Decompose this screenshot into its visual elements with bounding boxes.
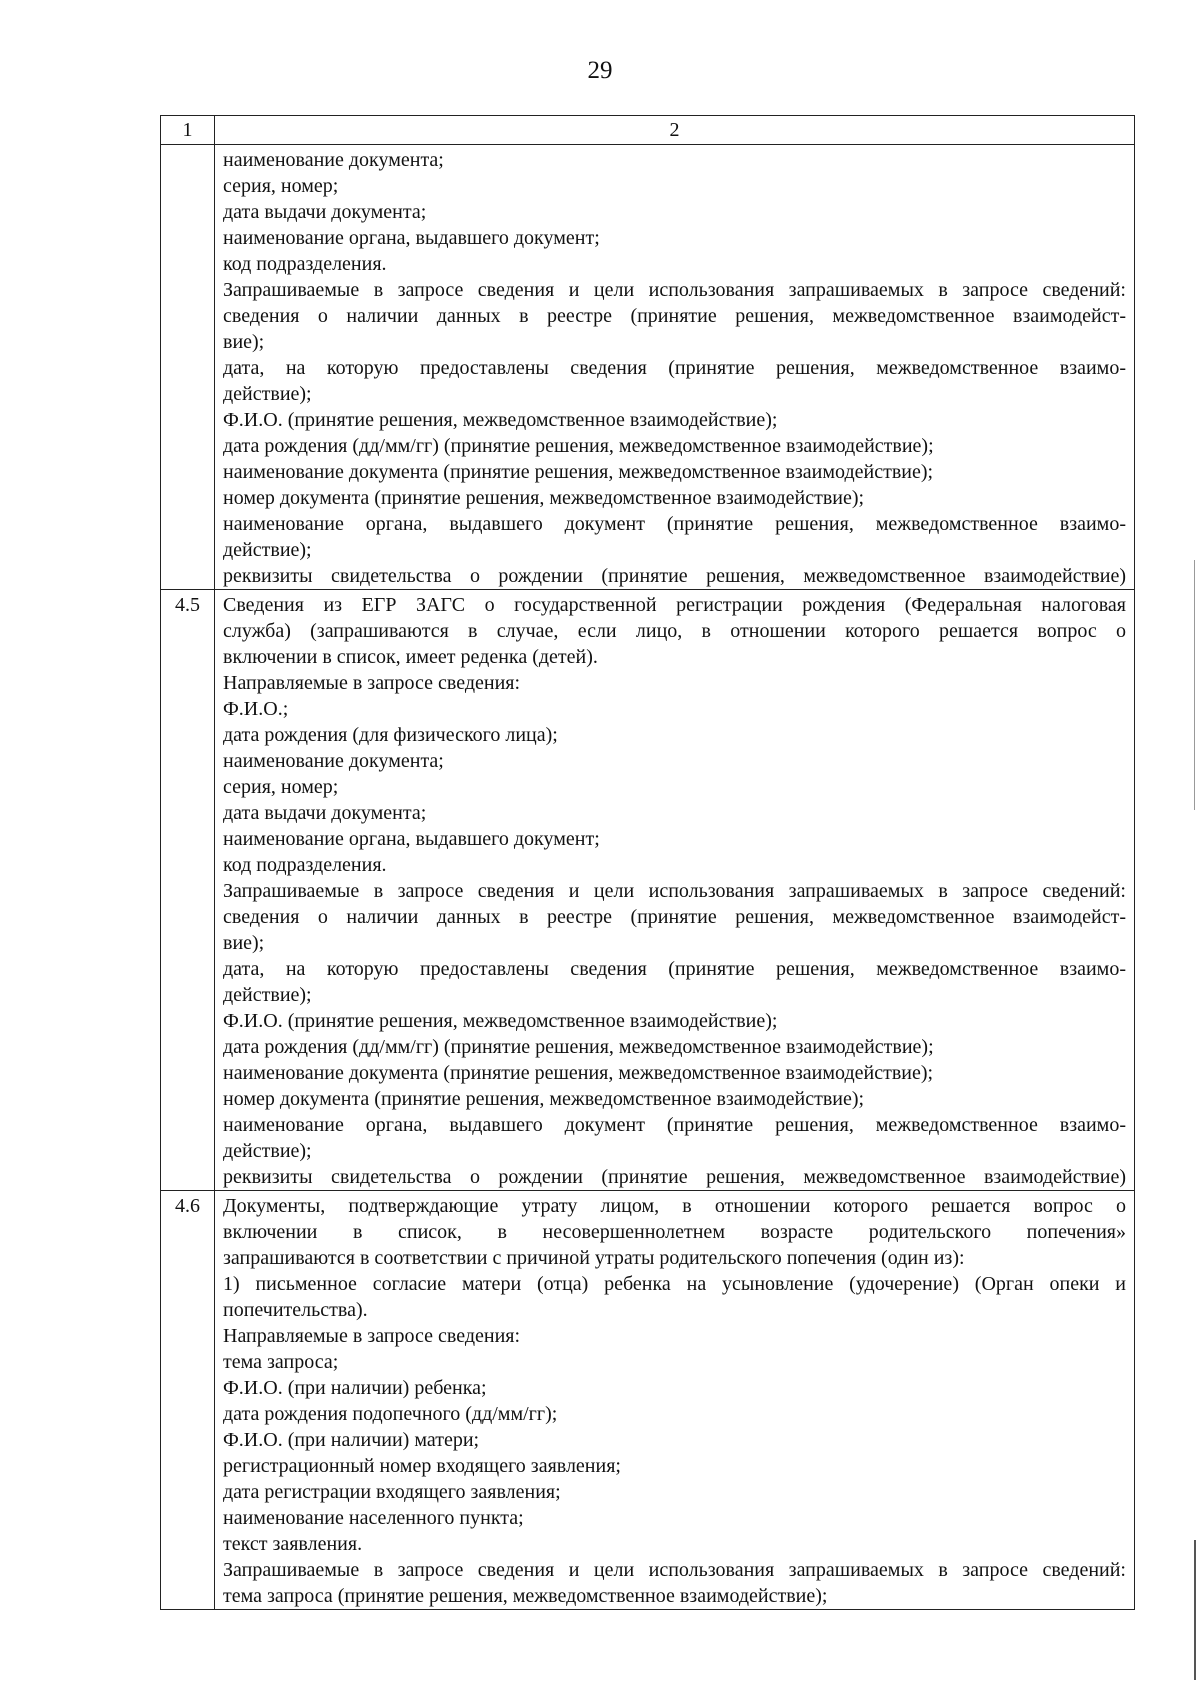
row-number — [161, 145, 214, 147]
text-line: дата регистрации входящего заявления; — [223, 1481, 561, 1503]
text-line: реквизиты свидетельства о рождении (принятие решения, межведомственное взаимодействие) — [223, 1166, 1126, 1188]
text-line: действие); — [223, 984, 312, 1006]
text-line: дата выдачи документа; — [223, 802, 427, 824]
table-row — [161, 145, 1135, 590]
text-line: Направляемые в запросе сведения: — [223, 1325, 521, 1347]
text-line: наименование документа (принятие решения, межведомственное взаимодействие); — [223, 461, 934, 483]
text-line: наименование органа, выдавшего документ (принятие решения, межведомственное взаимо- — [223, 1114, 1126, 1136]
text-line: сведения о наличии данных в реестре (принятие решения, межведомственное взаимодейст- — [223, 906, 1126, 928]
document-table — [160, 115, 1135, 1610]
text-line: код подразделения. — [223, 854, 387, 876]
text-line: служба) (запрашиваются в случае, если лицо, в отношении которого решается вопрос о — [223, 620, 1126, 642]
text-line: Запрашиваемые в запросе сведения и цели использования запрашиваемых в запросе сведений: — [223, 880, 1126, 902]
text-line: дата рождения подопечного (дд/мм/гг); — [223, 1403, 558, 1425]
text-line: Ф.И.О. (принятие решения, межведомственное взаимодействие); — [223, 409, 778, 431]
text-line: Сведения из ЕГР ЗАГС о государственной регистрации рождения (Федеральная налоговая — [223, 594, 1126, 616]
scan-edge-mark — [1194, 560, 1195, 810]
text-line: наименование населенного пункта; — [223, 1507, 524, 1529]
text-line: Запрашиваемые в запросе сведения и цели использования запрашиваемых в запросе сведений: — [223, 279, 1126, 301]
row-content — [215, 1191, 1134, 1609]
table-row — [161, 1191, 1135, 1610]
text-line: тема запроса; — [223, 1351, 339, 1373]
text-line: действие); — [223, 383, 312, 405]
text-line: регистрационный номер входящего заявления; — [223, 1455, 621, 1477]
text-line: код подразделения. — [223, 253, 387, 275]
page-number: 29 — [587, 57, 613, 84]
row-number: 4.5 — [175, 594, 200, 616]
text-line: наименование документа; — [223, 750, 444, 772]
text-line: вие); — [223, 331, 265, 353]
text-line: запрашиваются в соответствии с причиной утраты родительского попечения (один из): — [223, 1247, 965, 1269]
text-line: дата, на которую предоставлены сведения (принятие решения, межведомственное взаимо- — [223, 357, 1126, 379]
text-line: серия, номер; — [223, 776, 339, 798]
text-line: 1) письменное согласие матери (отца) ребенка на усыновление (удочерение) (Орган опеки и — [223, 1273, 1126, 1295]
table-header-row — [161, 116, 1135, 145]
text-line: Ф.И.О. (при наличии) ребенка; — [223, 1377, 487, 1399]
text-line: Запрашиваемые в запросе сведения и цели использования запрашиваемых в запросе сведений: — [223, 1559, 1126, 1581]
text-line: дата рождения (дд/мм/гг) (принятие решения, межведомственное взаимодействие); — [223, 1036, 934, 1058]
text-line: текст заявления. — [223, 1533, 363, 1555]
text-line: номер документа (принятие решения, межведомственное взаимодействие); — [223, 1088, 865, 1110]
text-line: наименование органа, выдавшего документ (принятие решения, межведомственное взаимо- — [223, 513, 1126, 535]
text-line: наименование органа, выдавшего документ; — [223, 227, 600, 249]
text-line: Документы, подтверждающие утрату лицом, в отношении которого решается вопрос о — [223, 1195, 1126, 1217]
column-header-2: 2 — [215, 116, 1135, 145]
row-content — [215, 590, 1134, 1190]
text-line: действие); — [223, 1140, 312, 1162]
text-line: наименование органа, выдавшего документ; — [223, 828, 600, 850]
column-header-1: 1 — [161, 116, 215, 145]
text-line: дата выдачи документа; — [223, 201, 427, 223]
scan-edge-mark — [1194, 1540, 1196, 1680]
row-content — [215, 145, 1134, 589]
text-line: дата, на которую предоставлены сведения (принятие решения, межведомственное взаимо- — [223, 958, 1126, 980]
text-line: дата рождения (дд/мм/гг) (принятие решения, межведомственное взаимодействие); — [223, 435, 934, 457]
text-line: Ф.И.О. (при наличии) матери; — [223, 1429, 480, 1451]
text-line: номер документа (принятие решения, межведомственное взаимодействие); — [223, 487, 865, 509]
text-line: серия, номер; — [223, 175, 339, 197]
text-line: вие); — [223, 932, 265, 954]
text-line: реквизиты свидетельства о рождении (принятие решения, межведомственное взаимодействие) — [223, 565, 1126, 587]
text-line: действие); — [223, 539, 312, 561]
text-line: Ф.И.О.; — [223, 698, 289, 720]
text-line: дата рождения (для физического лица); — [223, 724, 558, 746]
text-line: Направляемые в запросе сведения: — [223, 672, 521, 694]
text-line: включении в список, имеет реденка (детей). — [223, 646, 598, 668]
text-line: сведения о наличии данных в реестре (принятие решения, межведомственное взаимодейст- — [223, 305, 1126, 327]
table-row — [161, 590, 1135, 1191]
row-number: 4.6 — [175, 1195, 200, 1217]
text-line: попечительства). — [223, 1299, 368, 1321]
text-line: Ф.И.О. (принятие решения, межведомственное взаимодействие); — [223, 1010, 778, 1032]
text-line: тема запроса (принятие решения, межведомственное взаимодействие); — [223, 1585, 828, 1607]
text-line: наименование документа (принятие решения, межведомственное взаимодействие); — [223, 1062, 934, 1084]
text-line: включении в список, в несовершеннолетнем возрасте родительского попечения» — [223, 1221, 1126, 1243]
text-line: наименование документа; — [223, 149, 444, 171]
